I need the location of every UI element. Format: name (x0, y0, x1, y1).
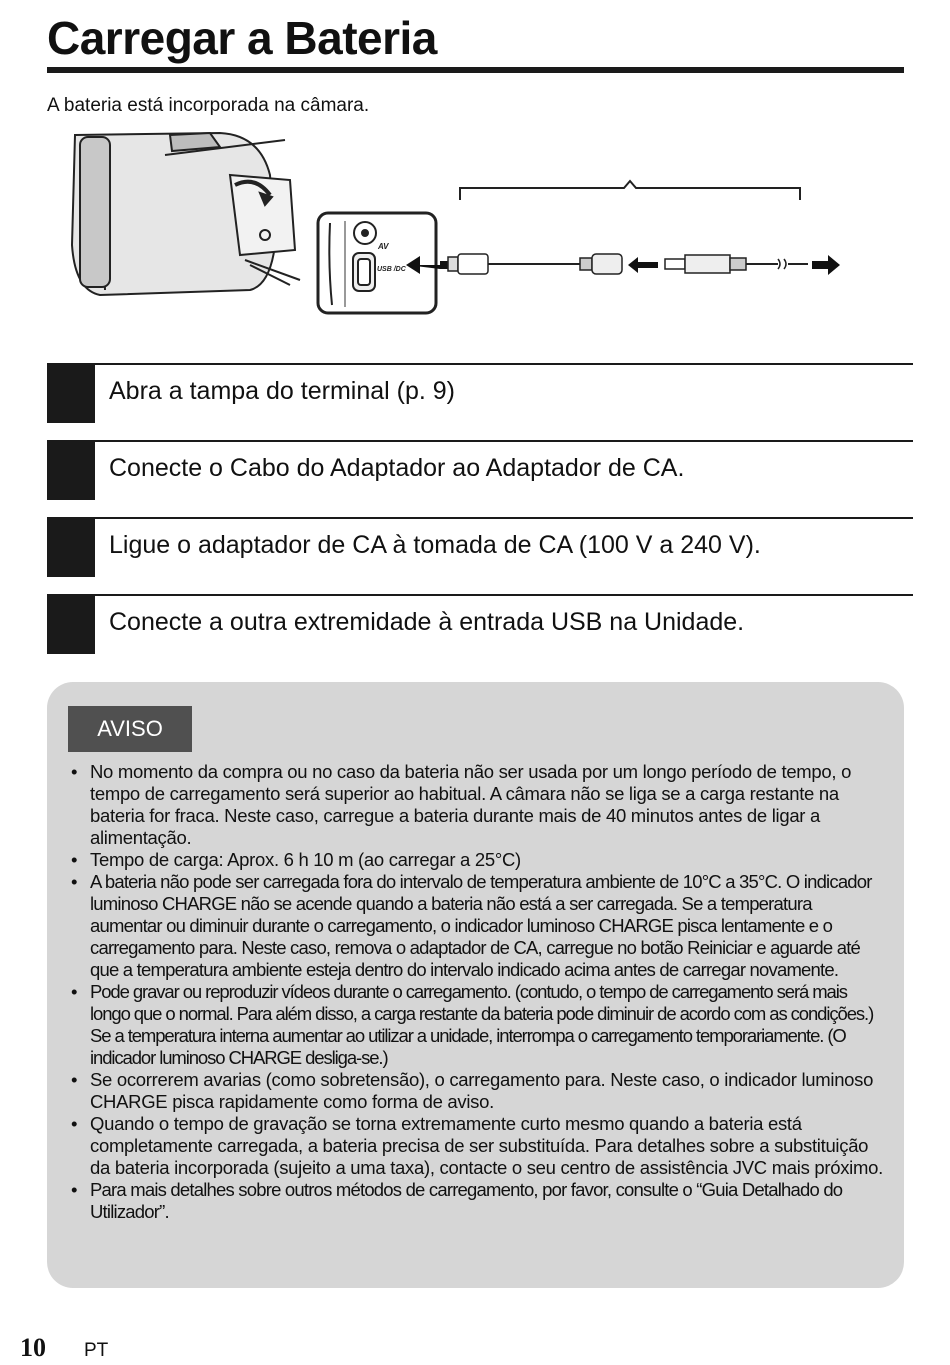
aviso-item: • Para mais detalhes sobre outros métodos de carregamento, por favor, consulte o “Guia Detalhado do Utilizador”. (67, 1179, 885, 1223)
step-1 (47, 363, 913, 423)
step-2 (47, 440, 913, 500)
aviso-label: AVISO (68, 706, 192, 752)
aviso-item: • Se ocorrerem avarias (como sobretensão), o carregamento para. Neste caso, o indicador luminoso CHARGE pisca rapidamente como forma de aviso. (67, 1069, 885, 1113)
dc-plug-illustration (665, 255, 808, 273)
step-3 (47, 517, 913, 577)
step-text: Ligue o adaptador de CA à tomada de CA (100 V a 240 V). (109, 531, 761, 559)
charging-illustration (60, 125, 860, 325)
aviso-box (47, 682, 904, 1288)
step-number-block (47, 519, 95, 577)
title-rule (47, 67, 904, 73)
step-number-block (47, 365, 95, 423)
page-title: Carregar a Bateria (47, 12, 437, 64)
page-number: 10 (20, 1333, 46, 1362)
usb-port-label: USB /DC (377, 266, 406, 273)
arrow-left-icon-2 (628, 257, 658, 273)
aviso-item: • Quando o tempo de gravação se torna extremamente curto mesmo quando a bateria está completamente carregada, a bateria precisa de ser substituída. Para detalhes sobre a substituição da bateria incorporada (sujeito a uma taxa), contacte o seu centro de assistência JVC mais próximo. (67, 1113, 885, 1179)
arrow-right-icon (812, 255, 840, 275)
step-number-block (47, 596, 95, 654)
step-text: Abra a tampa do terminal (p. 9) (109, 377, 455, 405)
av-port-label: AV (378, 242, 389, 251)
step-text: Conecte o Cabo do Adaptador ao Adaptador de CA. (109, 454, 685, 482)
usb-plug-illustration (448, 254, 622, 274)
step-number-block (47, 442, 95, 500)
intro-text: A bateria está incorporada na câmara. (47, 95, 370, 116)
aviso-list (67, 761, 885, 1223)
aviso-item: • Pode gravar ou reproduzir vídeos durante o carregamento. (contudo, o tempo de carregamento será mais longo que o normal. Para além disso, a carga restante da bateria pode diminuir de acordo com as condições.) Se a temperatura interna aumentar ao utilizar a unidade, interrompa o carregamento temporariamente. (O indicador luminoso CHARGE desliga-se.) (67, 981, 885, 1069)
camera-illustration (72, 133, 300, 295)
aviso-item: • Tempo de carga: Aprox. 6 h 10 m (ao carregar a 25°C) (67, 849, 885, 871)
aviso-item: • A bateria não pode ser carregada fora do intervalo de temperatura ambiente de 10°C a 35°C. O indicador luminoso CHARGE não se acende quando a bateria não está a ser carregada. Se a temperatura aumentar ou diminuir durante o carregamento, o indicador luminoso CHARGE pisca lentamente e o carregamento para. Neste caso, remova o adaptador de CA, carregue no botão Reiniciar e aguarde até que a temperatura ambiente esteja dentro do intervalo indicado acima antes de carregar novamente. (67, 871, 885, 981)
cable-bracket (460, 181, 800, 200)
language-code: PT (84, 1340, 109, 1361)
aviso-item: • No momento da compra ou no caso da bateria não ser usada por um longo período de tempo, o tempo de carregamento será superior ao habitual. A câmara não se liga se a carga restante na bateria for fraca. Neste caso, carregue a bateria durante mais de 40 minutos antes de ligar a alimentação. (67, 761, 885, 849)
step-4 (47, 594, 913, 654)
step-text: Conecte a outra extremidade à entrada USB na Unidade. (109, 608, 745, 636)
